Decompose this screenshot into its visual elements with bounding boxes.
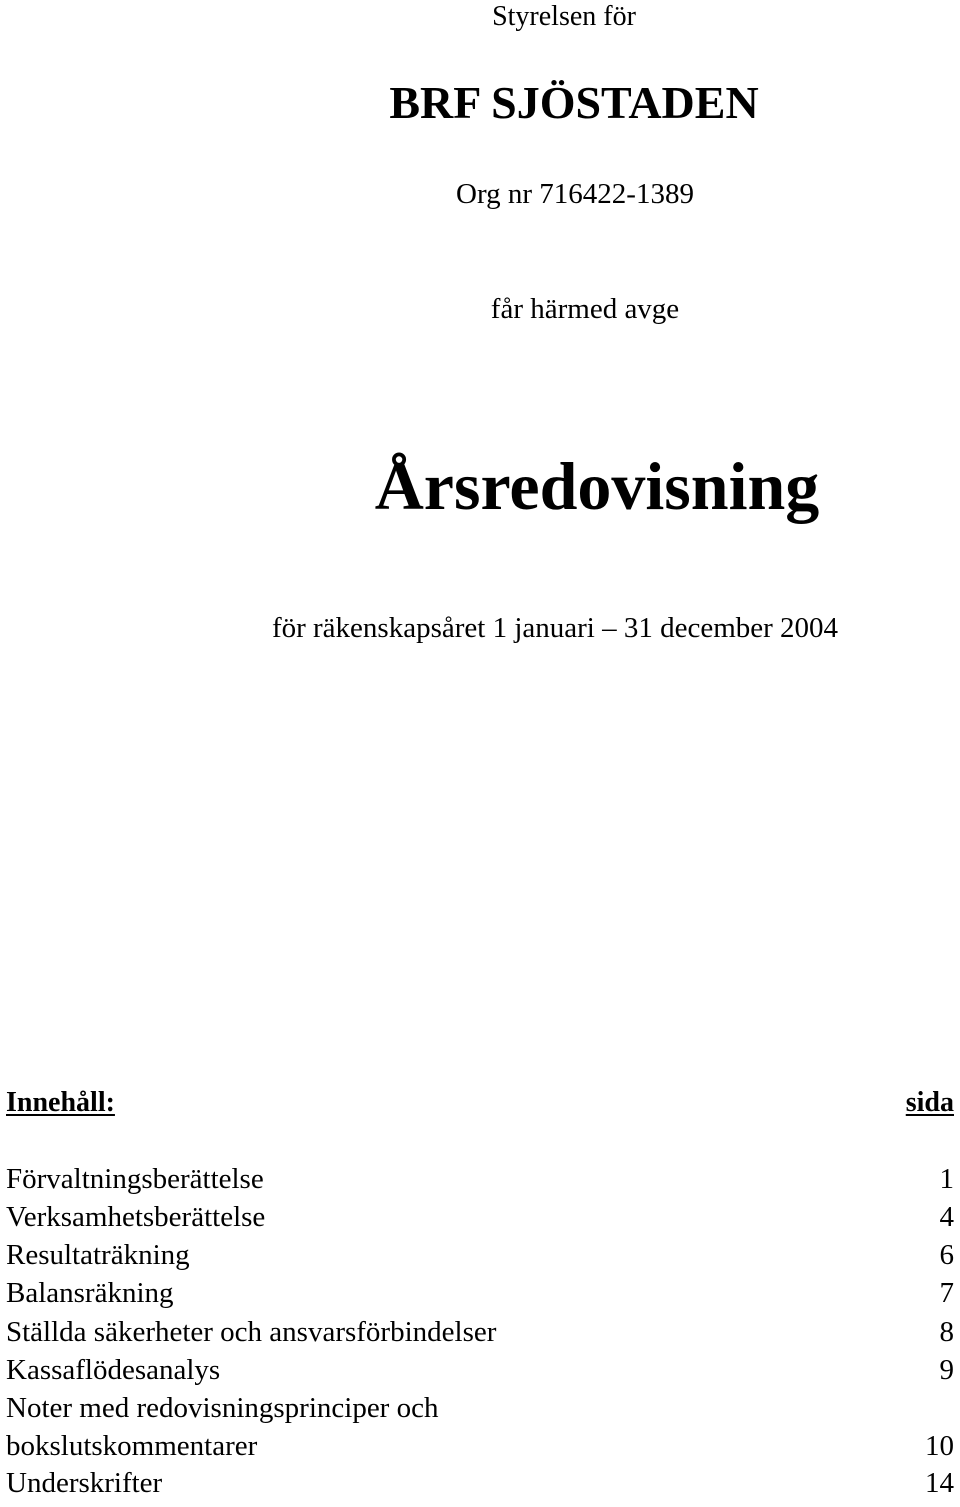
toc-item-page: 1: [939, 1163, 954, 1195]
toc-item: [6, 1432, 954, 1470]
toc-item-label: Resultaträkning: [6, 1239, 190, 1271]
cover-submits-text: får härmed avge: [490, 293, 680, 325]
toc-item-page: 9: [939, 1354, 954, 1386]
toc-item-label: Förvaltningsberättelse: [6, 1163, 264, 1195]
toc-item-label: Ställda säkerheter och ansvarsförbindelser: [6, 1316, 497, 1348]
toc-heading: Innehåll:: [6, 1087, 115, 1118]
toc-item-label: Underskrifter: [6, 1467, 163, 1499]
toc-item: [6, 1165, 954, 1203]
toc-item-label: bokslutskommentarer: [6, 1430, 258, 1462]
toc-item-page: 6: [939, 1239, 954, 1271]
toc-item: [6, 1241, 954, 1279]
fiscal-year: för räkenskapsåret 1 januari – 31 december 2004: [271, 612, 839, 644]
toc-item-page: 8: [939, 1316, 954, 1348]
toc-item: [6, 1394, 954, 1432]
toc-item-page: 7: [939, 1277, 954, 1309]
cover-intro: Styrelsen för: [492, 1, 636, 32]
document-title: Årsredovisning: [374, 448, 820, 524]
toc-item-label: Kassaflödesanalys: [6, 1354, 221, 1386]
toc-page-heading: sida: [905, 1087, 954, 1118]
organization-number: Org nr 716422-1389: [456, 178, 694, 210]
toc-item-page: 4: [939, 1201, 954, 1233]
toc-item-label: Verksamhetsberättelse: [6, 1201, 266, 1233]
toc-item: [6, 1318, 954, 1356]
toc-item-page: 10: [925, 1430, 954, 1462]
toc-item-label: Balansräkning: [6, 1277, 174, 1309]
toc-item: [6, 1279, 954, 1317]
toc-item: [6, 1356, 954, 1394]
organization-name: BRF SJÖSTADEN: [389, 77, 759, 128]
toc-item-page: 14: [925, 1467, 954, 1499]
toc-item: [6, 1203, 954, 1241]
toc-item: [6, 1469, 954, 1507]
toc-item-label: Noter med redovisningsprinciper och: [6, 1392, 439, 1424]
